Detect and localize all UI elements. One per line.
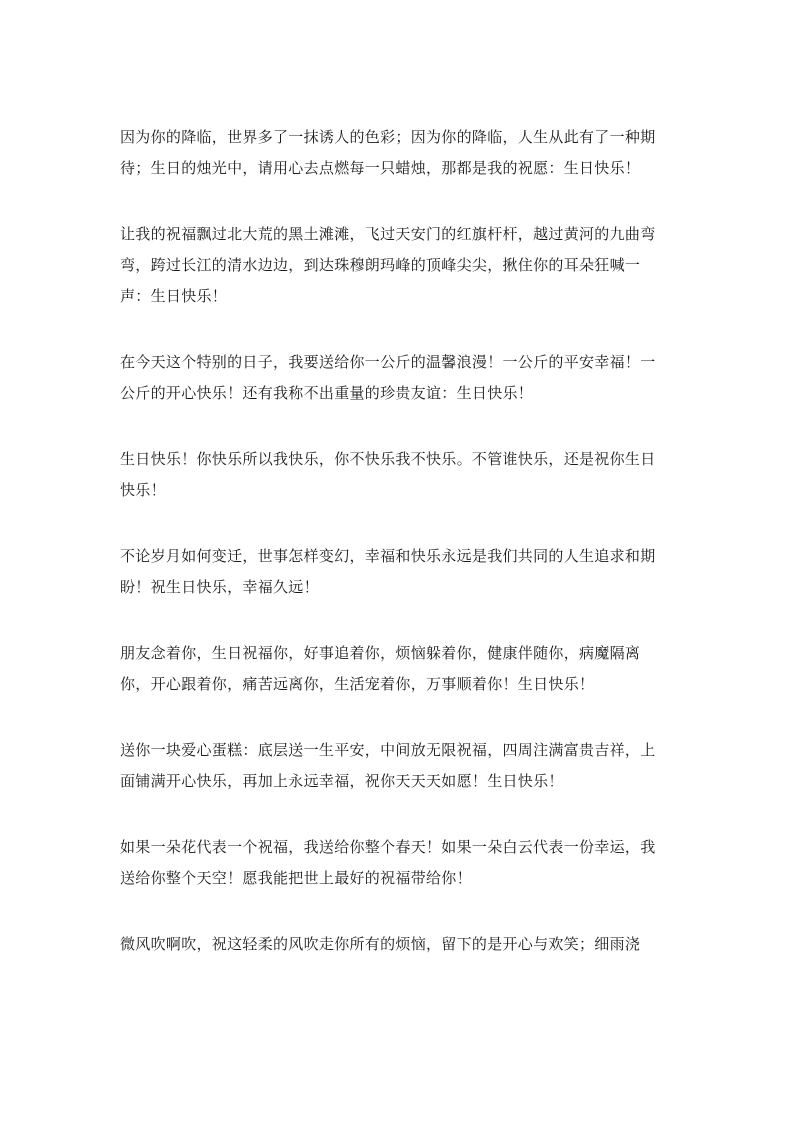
paragraph-7: 送你一块爱心蛋糕：底层送一生平安，中间放无限祝福，四周注满富贵吉祥，上面铺满开心快乐，再加上永远幸福，祝你天天天如愿！生日快乐！: [120, 741, 656, 790]
paragraph-1: 因为你的降临，世界多了一抹诱人的色彩；因为你的降临，人生从此有了一种期待；生日的烛光中，请用心去点燃每一只蜡烛，那都是我的祝愿：生日快乐！: [120, 128, 656, 177]
paragraph-4: 生日快乐！你快乐所以我快乐，你不快乐我不快乐。不管谁快乐，还是祝你生日快乐！: [120, 450, 656, 499]
paragraph-9: 微风吹啊吹，祝这轻柔的风吹走你所有的烦恼，留下的是开心与欢笑；细雨浇: [120, 935, 641, 953]
document-body: [120, 122, 670, 995]
paragraph-8: 如果一朵花代表一个祝福，我送给你整个春天！如果一朵白云代表一份幸运，我送给你整个天空！愿我能把世上最好的祝福带给你！: [120, 838, 656, 887]
paragraph-3: 在今天这个特别的日子，我要送给你一公斤的温馨浪漫！一公斤的平安幸福！一公斤的开心快乐！还有我称不出重量的珍贵友谊：生日快乐！: [120, 353, 656, 402]
paragraph-2: 让我的祝福飘过北大荒的黑土滩滩，飞过天安门的红旗杆杆，越过黄河的九曲弯弯，跨过长江的清水边边，到达珠穆朗玛峰的顶峰尖尖，揪住你的耳朵狂喊一声：生日快乐！: [120, 225, 656, 305]
paragraph-6: 朋友念着你，生日祝福你，好事追着你，烦恼躲着你，健康伴随你，病魔隔离你，开心跟着你，痛苦远离你，生活宠着你，万事顺着你！生日快乐！: [120, 644, 641, 693]
paragraph-5: 不论岁月如何变迁，世事怎样变幻，幸福和快乐永远是我们共同的人生追求和期盼！祝生日快乐，幸福久远！: [120, 547, 656, 596]
